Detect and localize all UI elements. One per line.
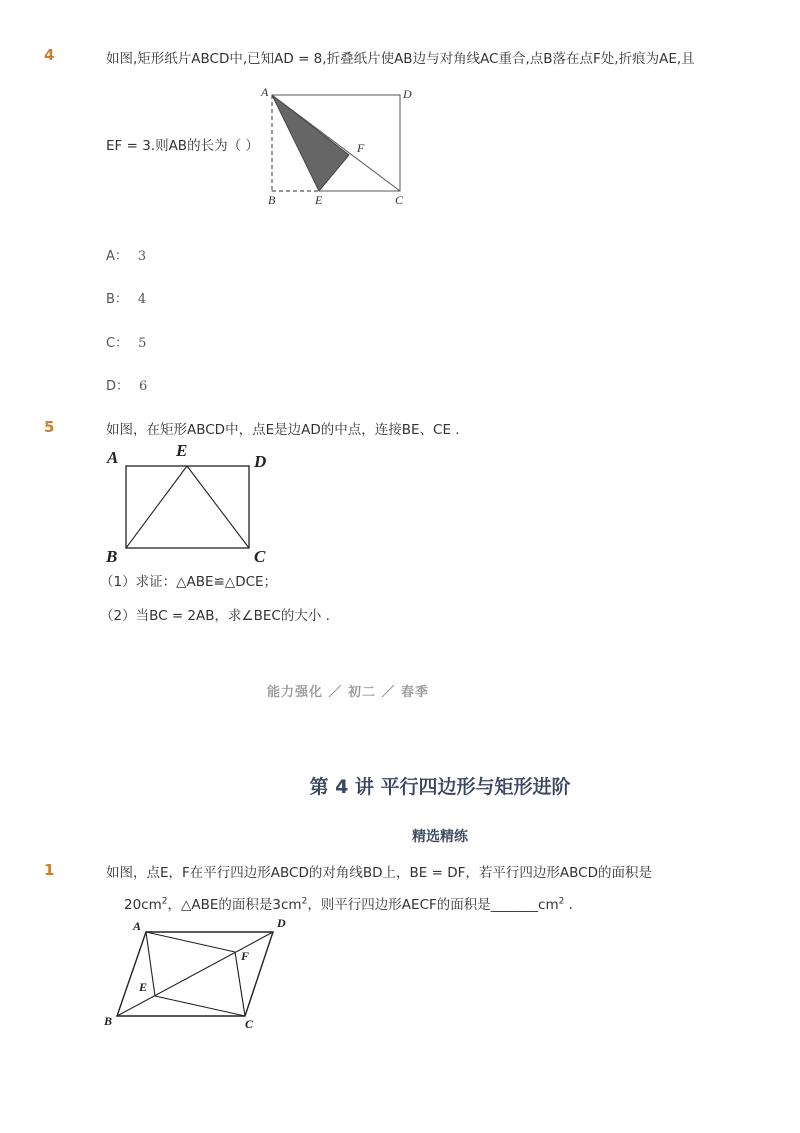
q1-label-a: A [133,919,142,933]
q1-label-f: F [241,949,250,963]
q1-figure [95,912,305,1037]
q1-sup-c: 2 [558,896,565,907]
q4-stem-continued: EF = 3.则AB的长为（ ） [106,138,259,154]
q4-label-d: D [403,87,412,101]
q1-stem-part-d: . [564,897,573,913]
question-number-1: 1 [44,861,55,879]
q4-label-a: A [261,85,269,99]
q5-label-c: C [254,547,266,566]
q5-part-1: （1）求证：△ABE≌△DCE； [100,574,278,590]
q1-stem-part-c: ，则平行四边形AECF的面积是_______cm [307,897,559,913]
option-value: 3 [137,249,147,264]
q1-stem-part-a: 20cm [124,897,162,913]
q1-stem-part-b: ，△ABE的面积是3cm [167,897,302,913]
q5-label-d: D [254,452,267,471]
q5-label-e: E [176,441,188,460]
q1-stem-continued [124,893,573,913]
q5-figure [100,438,280,568]
option-value: 6 [139,379,148,394]
q5-label-a: A [107,448,119,467]
option-label: D： [106,379,130,394]
q5-stem: 如图，在矩形ABCD中，点E是边AD的中点，连接BE、CE . [106,422,460,438]
q1-label-b: B [104,1014,113,1028]
q4-option-c[interactable] [106,332,146,351]
question-number-5: 5 [44,418,55,436]
q4-option-a[interactable] [106,245,146,264]
q4-label-f: F [357,141,365,155]
q4-stem: 如图,矩形纸片ABCD中,已知AD = 8,折叠纸片使AB边与对角线AC重合,点B落在点F处,折痕为AE,且 [106,51,695,67]
q1-label-e: E [139,980,148,994]
q1-sup-b: 2 [301,896,308,907]
q1-sup-a: 2 [161,896,168,907]
q4-label-c: C [395,193,404,207]
option-value: 5 [138,336,147,351]
q5-part-2: （2）当BC = 2AB，求∠BEC的大小 . [100,608,330,624]
q4-option-d[interactable] [106,375,147,394]
q4-label-b: B [268,193,276,207]
page-footer: 能力强化 ／ 初二 ／ 春季 [266,685,430,700]
section-title: 精选精练 [412,829,468,845]
q4-option-b[interactable] [106,288,146,307]
option-label: A： [106,249,128,264]
question-number-4: 4 [44,46,55,64]
q4-label-e: E [315,193,323,207]
q4-figure [255,82,425,212]
lecture-title: 第 4 讲 平行四边形与矩形进阶 [309,776,571,798]
q5-label-b: B [106,547,118,566]
q1-label-c: C [245,1017,254,1031]
option-value: 4 [137,292,147,307]
q1-label-d: D [277,916,286,930]
option-label: B： [106,292,128,307]
option-label: C： [106,336,129,351]
q1-stem: 如图，点E，F在平行四边形ABCD的对角线BD上，BE = DF，若平行四边形ABCD的面积是 [106,865,652,881]
